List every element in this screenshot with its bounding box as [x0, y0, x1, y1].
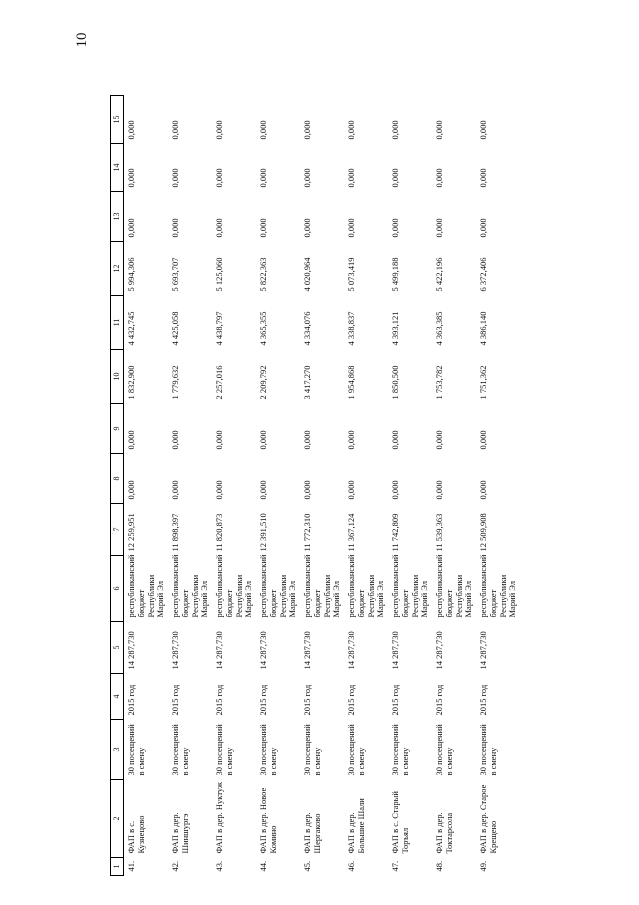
table-cell: республиканский бюджет Республики Марий Эл — [346, 554, 386, 618]
table-cell: 11 367,124 — [346, 513, 356, 552]
table-cell: 0,000 — [258, 480, 268, 500]
table-cell: 0,000 — [434, 430, 444, 450]
rotated-table-container — [110, 96, 522, 876]
table-cell: 0,000 — [302, 480, 312, 500]
table-cell: 2015 год — [170, 684, 180, 716]
table-cell: 4 386,140 — [478, 311, 488, 346]
table-cell: 4 363,385 — [434, 311, 444, 346]
table-cell: 0,000 — [346, 120, 356, 140]
column-number-15: 15 — [111, 96, 124, 144]
table-cell: 2015 год — [302, 684, 312, 716]
table-cell: 11 898,397 — [170, 513, 180, 552]
table-cell: 2 257,016 — [214, 365, 224, 400]
table-cell: республиканский бюджет Республики Марий Эл — [302, 554, 342, 618]
table-cell: 0,000 — [170, 168, 180, 188]
table-cell: ФАП в дер. Старое Крещено — [478, 784, 498, 854]
table-cell: республиканский бюджет Республики Марий Эл — [434, 554, 474, 618]
column-number-4: 4 — [111, 674, 124, 720]
table-cell: ФАП в дер. Нуктуж — [214, 782, 224, 854]
table-cell: 5 994,306 — [126, 257, 136, 292]
table-cell: 0,000 — [170, 120, 180, 140]
table-cell: 4 432,745 — [126, 311, 136, 346]
table-cell: 14 287,730 — [434, 631, 444, 670]
table-cell: республиканский бюджет Республики Марий Эл — [390, 554, 430, 618]
table-cell: 0,000 — [478, 218, 488, 238]
table-cell: 47. — [390, 860, 400, 872]
table-cell: республиканский бюджет Республики Марий Эл — [214, 554, 254, 618]
table-cell: 2015 год — [346, 684, 356, 716]
table-cell: 12 509,908 — [478, 513, 488, 552]
table-cell: 30 посещений в смену — [434, 724, 454, 776]
table-cell: 0,000 — [302, 218, 312, 238]
table-cell: 0,000 — [214, 430, 224, 450]
table-cell: ФАП в дер. Большие Шали — [346, 798, 366, 854]
table-cell: 0,000 — [478, 120, 488, 140]
table-cell: 2015 год — [126, 684, 136, 716]
column-number-8: 8 — [111, 454, 124, 504]
column-number-6: 6 — [111, 556, 124, 622]
table-cell: 0,000 — [126, 218, 136, 238]
table-cell: 14 287,730 — [126, 631, 136, 670]
table-cell: 14 287,730 — [390, 631, 400, 670]
table-cell: 0,000 — [126, 480, 136, 500]
table-cell: 0,000 — [434, 480, 444, 500]
table-cell: 0,000 — [214, 218, 224, 238]
table-cell: республиканский бюджет Республики Марий Эл — [170, 554, 210, 618]
column-number-1: 1 — [111, 858, 124, 876]
table-cell: 2015 год — [434, 684, 444, 716]
funding-table — [110, 95, 525, 876]
table-cell: 11 820,873 — [214, 513, 224, 552]
table-cell: 5 822,363 — [258, 257, 268, 292]
table-cell: 4 438,797 — [214, 311, 224, 346]
table-cell: 4 393,121 — [390, 311, 400, 346]
table-cell: 0,000 — [478, 430, 488, 450]
table-cell: 4 365,355 — [258, 311, 268, 346]
table-cell: 1 832,900 — [126, 365, 136, 400]
table-cell: 30 посещений в смену — [214, 724, 234, 776]
table-row — [388, 96, 432, 876]
table-cell: 42. — [170, 860, 180, 872]
table-body — [124, 96, 526, 876]
table-cell: 0,000 — [390, 480, 400, 500]
column-number-10: 10 — [111, 350, 124, 404]
table-cell: 0,000 — [390, 430, 400, 450]
table-cell: 5 499,188 — [390, 257, 400, 292]
table-cell: 14 287,730 — [214, 631, 224, 670]
table-cell: 0,000 — [214, 168, 224, 188]
table-cell: 1 779,632 — [170, 365, 180, 400]
column-number-9: 9 — [111, 404, 124, 454]
table-cell: 14 287,730 — [258, 631, 268, 670]
column-number-12: 12 — [111, 242, 124, 296]
table-cell: республиканский бюджет Республики Марий Эл — [258, 554, 298, 618]
table-cell: 2015 год — [214, 684, 224, 716]
table-cell: 4 338,837 — [346, 311, 356, 346]
table-cell: 0,000 — [434, 218, 444, 238]
table-cell: 5 422,196 — [434, 257, 444, 292]
table-cell: 0,000 — [478, 168, 488, 188]
table-cell: 0,000 — [258, 168, 268, 188]
table-cell: 12 259,951 — [126, 513, 136, 552]
table-cell: 14 287,730 — [478, 631, 488, 670]
table-cell: ФАП в с. Кузнецово — [126, 815, 146, 854]
table-cell: 0,000 — [170, 218, 180, 238]
table-cell: 2015 год — [258, 684, 268, 716]
table-cell: 2015 год — [478, 684, 488, 716]
table-cell: 0,000 — [258, 218, 268, 238]
table-cell: 43. — [214, 860, 224, 872]
table-cell: 0,000 — [346, 218, 356, 238]
table-cell: 0,000 — [170, 480, 180, 500]
table-cell: 14 287,730 — [346, 631, 356, 670]
table-cell: 0,000 — [346, 480, 356, 500]
table-row — [476, 96, 525, 876]
table-cell: 2015 год — [390, 684, 400, 716]
column-number-2: 2 — [111, 780, 124, 858]
table-cell: 45. — [302, 860, 312, 872]
table-cell: 30 посещений в смену — [390, 724, 410, 776]
table-cell: 30 посещений в смену — [258, 724, 278, 776]
column-number-13: 13 — [111, 192, 124, 242]
column-number-11: 11 — [111, 296, 124, 350]
table-cell: 30 посещений в смену — [346, 724, 366, 776]
table-cell: 1 850,500 — [390, 365, 400, 400]
table-cell: 5 125,060 — [214, 257, 224, 292]
table-cell: 4 334,076 — [302, 311, 312, 346]
table-cell: 14 287,730 — [170, 631, 180, 670]
table-cell: 0,000 — [126, 120, 136, 140]
table-cell: ФАП в дер. Токтарсола — [434, 812, 454, 854]
table-cell: 5 693,707 — [170, 257, 180, 292]
table-cell: 11 772,310 — [302, 513, 312, 552]
table-cell: 0,000 — [478, 480, 488, 500]
table-cell: 1 954,868 — [346, 365, 356, 400]
table-cell: 4 425,058 — [170, 311, 180, 346]
table-cell: 12 391,510 — [258, 513, 268, 552]
table-cell: 6 372,406 — [478, 257, 488, 292]
column-number-5: 5 — [111, 622, 124, 674]
table-cell: 0,000 — [214, 120, 224, 140]
table-cell: республиканский бюджет Республики Марий Эл — [126, 554, 166, 618]
table-row — [344, 96, 388, 876]
table-cell: 2 209,792 — [258, 365, 268, 400]
table-cell: 11 539,363 — [434, 513, 444, 552]
column-number-3: 3 — [111, 720, 124, 780]
table-cell: республиканский бюджет Республики Марий Эл — [478, 554, 518, 618]
table-row — [256, 96, 300, 876]
table-row — [300, 96, 344, 876]
table-cell: 0,000 — [258, 430, 268, 450]
table-cell: 0,000 — [390, 218, 400, 238]
table-cell: 0,000 — [258, 120, 268, 140]
table-cell: ФАП в дер. Шиншургэ — [170, 812, 190, 854]
table-cell: 0,000 — [390, 120, 400, 140]
table-cell: 0,000 — [302, 120, 312, 140]
table-cell: 41. — [126, 860, 136, 872]
table-cell: 0,000 — [126, 430, 136, 450]
table-cell: 0,000 — [214, 480, 224, 500]
column-number-7: 7 — [111, 504, 124, 556]
table-row — [168, 96, 212, 876]
table-cell: 11 742,809 — [390, 513, 400, 552]
table-cell: 0,000 — [434, 120, 444, 140]
table-cell: 30 посещений в смену — [126, 724, 146, 776]
table-cell: 30 посещений в смену — [170, 724, 190, 776]
table-cell: 44. — [258, 860, 268, 872]
table-cell: 48. — [434, 860, 444, 872]
table-cell: 0,000 — [390, 168, 400, 188]
table-row — [124, 96, 169, 876]
table-cell: ФАП в дер. Новое Комино — [258, 787, 278, 854]
table-cell: 3 417,270 — [302, 365, 312, 400]
table-cell: 0,000 — [302, 168, 312, 188]
table-cell: 1 751,362 — [478, 365, 488, 400]
page-number: 10 — [74, 32, 90, 48]
table-cell: ФАП в дер. Шергаково — [302, 812, 322, 854]
table-cell: 30 посещений в смену — [302, 724, 322, 776]
table-cell: 4 020,964 — [302, 257, 312, 292]
table-cell: 1 753,782 — [434, 365, 444, 400]
table-row — [212, 96, 256, 876]
table-cell: 0,000 — [346, 168, 356, 188]
table-cell: 0,000 — [302, 430, 312, 450]
table-cell: 30 посещений в смену — [478, 724, 498, 776]
table-cell: 46. — [346, 860, 356, 872]
table-row — [432, 96, 476, 876]
column-number-row — [111, 96, 124, 876]
table-cell: 0,000 — [170, 430, 180, 450]
table-cell: 5 073,419 — [346, 257, 356, 292]
table-cell: 0,000 — [434, 168, 444, 188]
table-cell: 49. — [478, 860, 488, 872]
table-cell: 0,000 — [346, 430, 356, 450]
table-cell: 0,000 — [126, 168, 136, 188]
table-cell: 14 287,730 — [302, 631, 312, 670]
table-cell: ФАП в с. Старый Торъял — [390, 791, 410, 854]
column-number-14: 14 — [111, 144, 124, 192]
